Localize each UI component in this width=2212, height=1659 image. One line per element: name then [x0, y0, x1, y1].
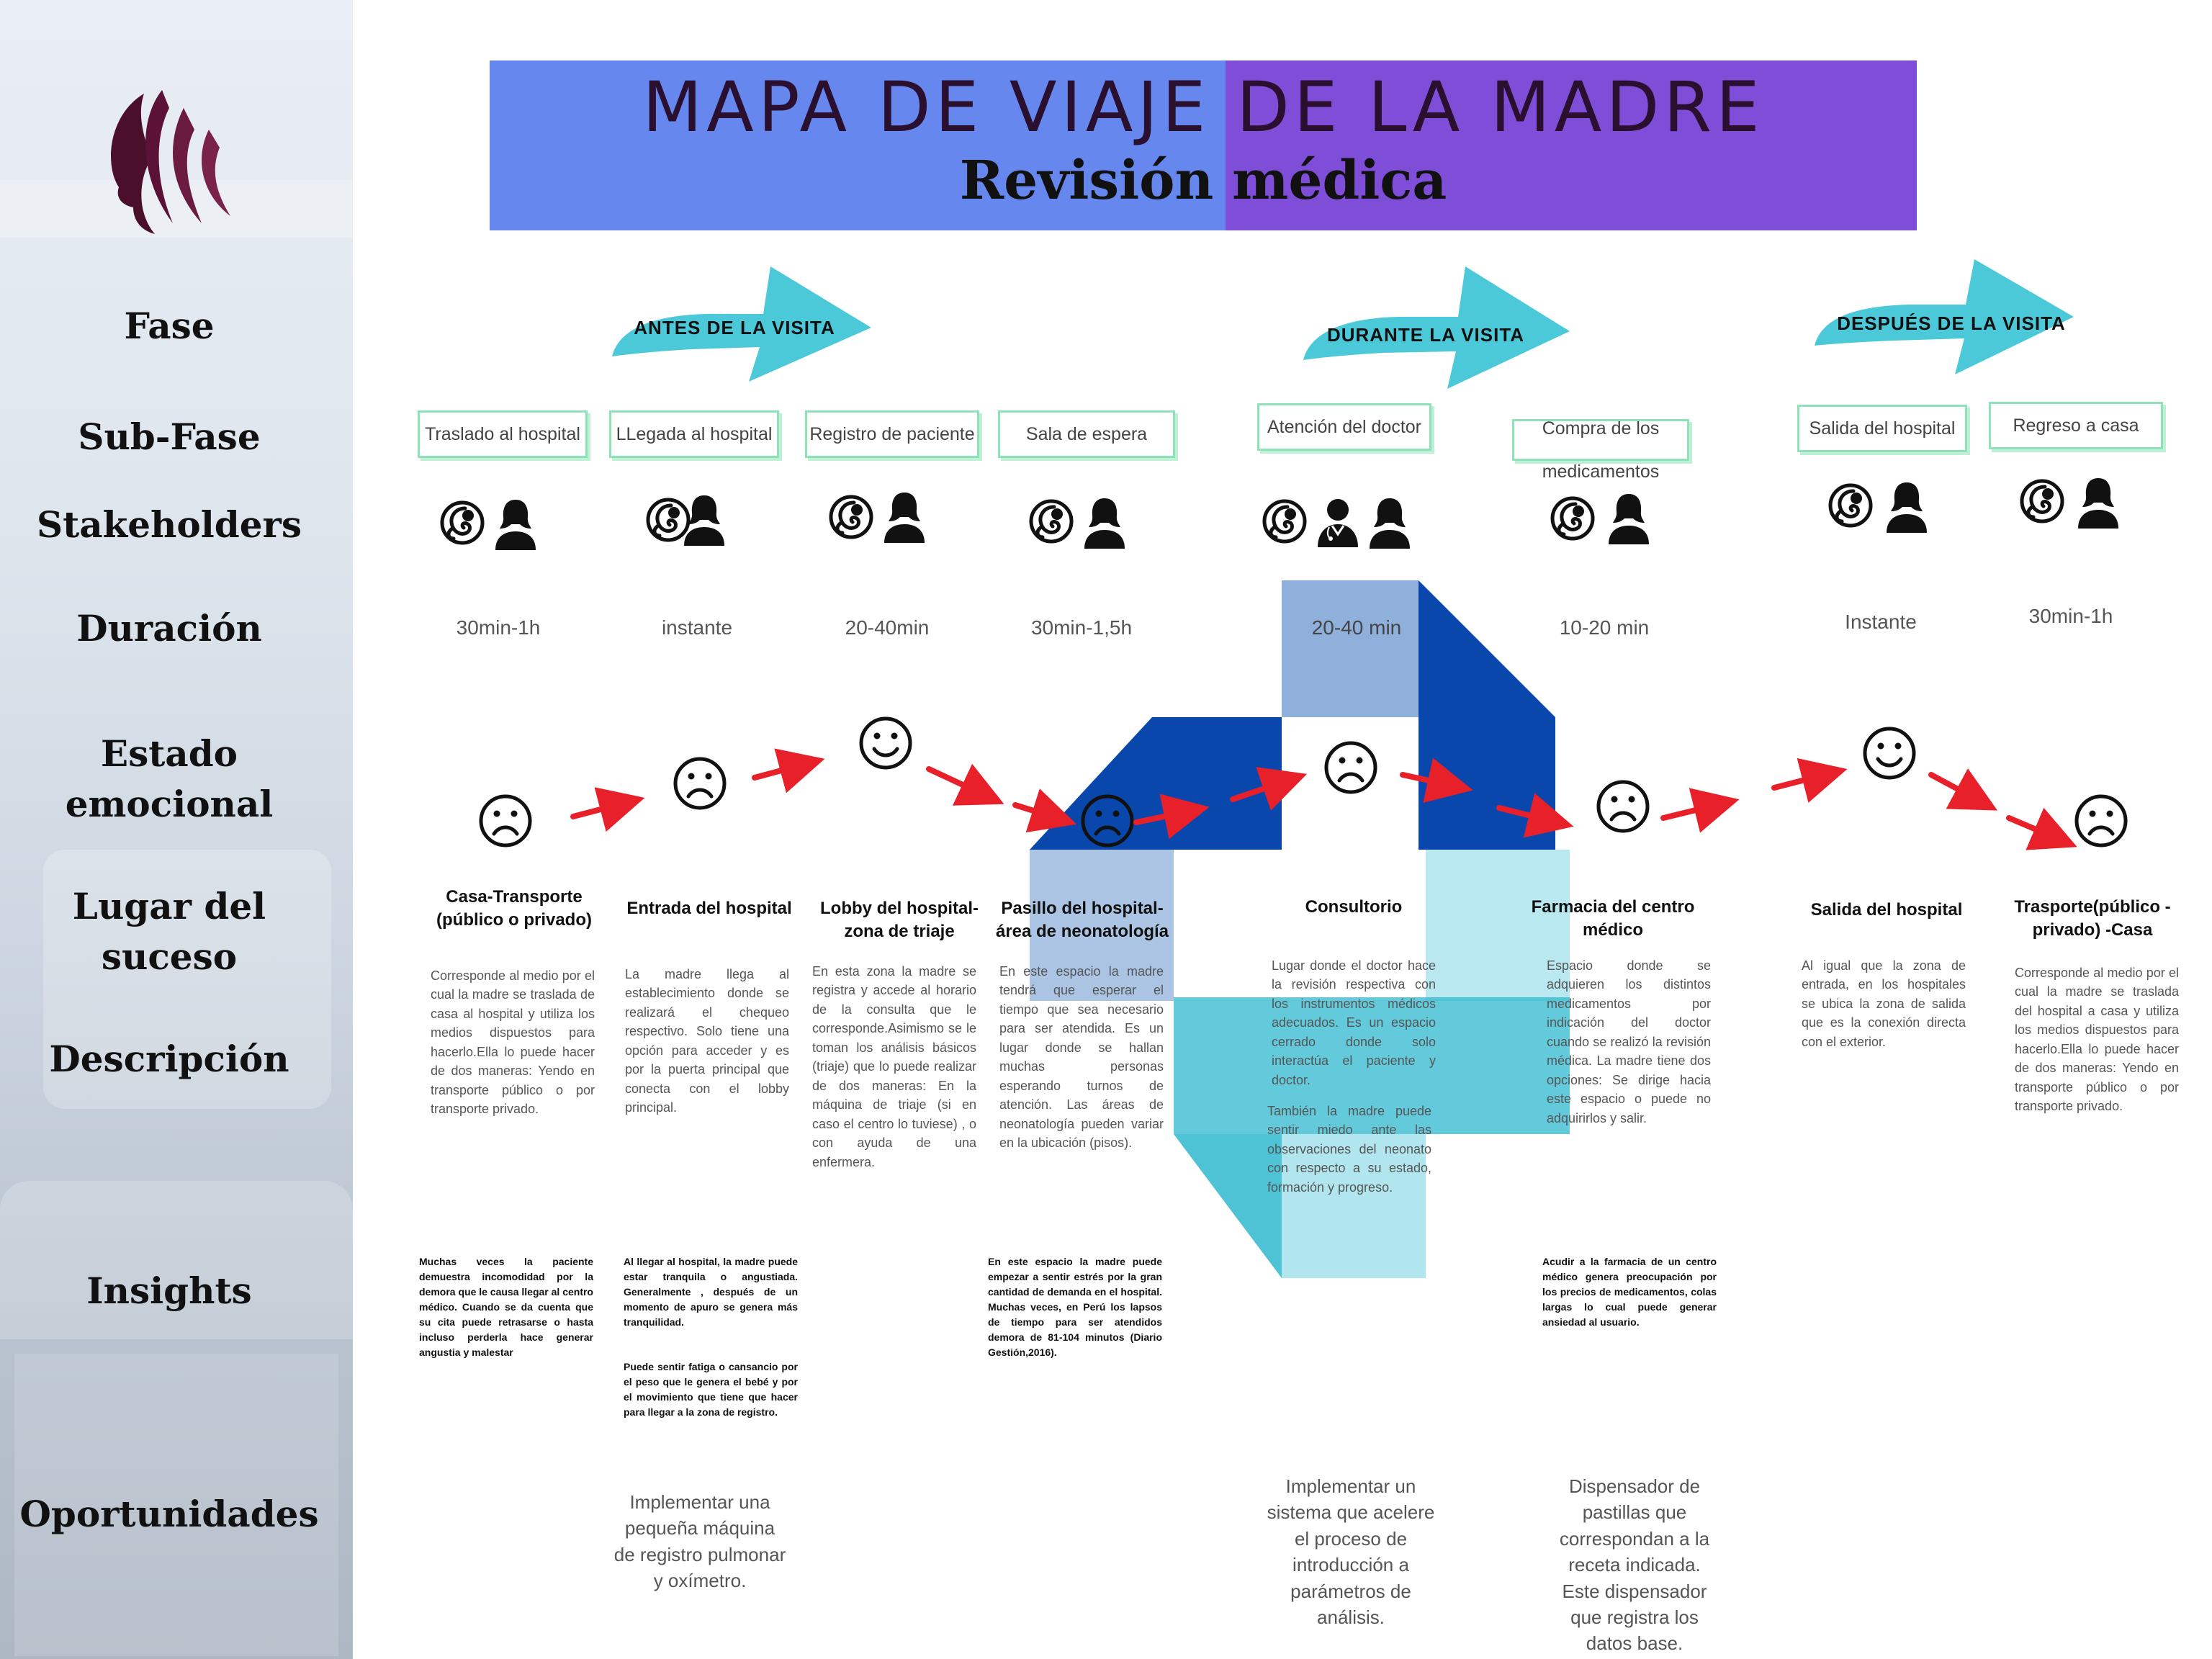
place-3: Lobby del hospital- zona de triaje — [820, 899, 979, 942]
description-3: En esta zona la madre se registra y accede al horario de la consulta que le corresponde.Asimismo se le toman los análisis básicos (triaje) que lo puede realizar de dos maneras: En la máquina de triaje (si en caso el centro lo tuviese) , o con ayuda de una enfermera. — [812, 964, 976, 1169]
row-label-subfase: Sub-Fase — [78, 415, 261, 458]
subphase-registro: Registro de paciente — [805, 410, 979, 458]
opportunity-2: Implementar un sistema que acelere el proceso de introducción a parámetros de análisis. — [1267, 1475, 1435, 1628]
duration-6: 10-20 min — [1559, 616, 1650, 639]
phase-label-despues: DESPUÉS DE LA VISITA — [1837, 313, 2066, 334]
place-7: Salida del hospital — [1810, 900, 1963, 920]
insight-2: Al llegar al hospital, la madre puede estar tranquila o angustiada. Generalmente , después de un momento de apuro se genera más tranquilidad. — [624, 1256, 798, 1328]
description-1: Corresponde al medio por el cual la madre se traslada de casa al hospital y utiliza los medios dispuestos para hacerlo.Ella lo puede hacer de dos maneras: Yendo en transporte público o por transporte privado. — [431, 968, 595, 1117]
opportunity-1: Implementar una pequeña máquina de registro pulmonar y oxímetro. — [613, 1491, 786, 1592]
row-label-estado-2: emocional — [65, 783, 274, 825]
subphase-llegada: LLegada al hospital — [609, 410, 779, 458]
description-5b: También la madre puede sentir miedo ante las observaciones del neonato con respecto a su estado, formación y progreso. — [1267, 1104, 1431, 1195]
page-subtitle: Revisión médica — [959, 150, 1447, 212]
row-label-oportunidades: Oportunidades — [19, 1493, 319, 1535]
phase-label-antes: ANTES DE LA VISITA — [634, 317, 835, 338]
insight-6: Acudir a la farmacia de un centro médico genera preocupación por los precios de medicamentos, colas largas lo cual puede generar ansiedad al usuario. — [1542, 1256, 1717, 1328]
opportunity-3: Dispensador de pastillas que correspondan a la receta indicada. Este dispensador que registra los datos base. — [1559, 1475, 1710, 1655]
description-7: Al igual que la zona de entrada, en los hospitales se ubica la zona de salida que es la conexión directa con el exterior. — [1802, 958, 1966, 1049]
place-5: Consultorio — [1305, 897, 1403, 917]
row-label-duracion: Duración — [76, 607, 262, 649]
insight-1: Muchas veces la paciente demuestra incomodidad por la demora que le causa llegar al centro médico. Cuando se da cuenta que su cita puede retrasarse o hasta incluso perderla hace generar angustia y malestar — [419, 1256, 593, 1358]
row-label-lugar: Lugar del suceso — [72, 885, 266, 978]
duration-4: 30min-1,5h — [1030, 616, 1133, 639]
subphase-salida: Salida del hospital — [1797, 405, 1967, 452]
page-title: MAPA DE VIAJE DE LA MADRE — [642, 67, 1764, 148]
insight-2b: Puede sentir fatiga o cansancio por el peso que le genera el bebé y por el movimiento que tiene que hacer para llegar a la zona de registro. — [624, 1361, 798, 1418]
description-2: La madre llega al establecimiento donde se realizará el chequeo respectivo. Solo tiene una opción para acceder y es por la puerta principal que conecta con el lobby principal. — [625, 967, 789, 1115]
phase-label-durante: DURANTE LA VISITA — [1326, 324, 1525, 346]
row-label-estado-1: Estado — [100, 732, 238, 775]
duration-3: 20-40min — [845, 616, 930, 639]
description-5: Lugar donde el doctor hace la revisión respectiva con los instrumentos médicos adecuados. Es un espacio cerrado donde solo interactúa el paciente y doctor. — [1272, 958, 1436, 1087]
duration-7: Instante — [1845, 611, 1917, 633]
row-label-descripcion: Descripción — [49, 1038, 289, 1080]
subphase-compra: Compra de los medicamentos — [1542, 418, 1660, 482]
duration-2: instante — [661, 616, 733, 639]
duration-8: 30min-1h — [2028, 605, 2113, 627]
insight-4: En este espacio la madre puede empezar a sentir estrés por la gran cantidad de demanda en el hospital. Muchas veces, en Perú los lapsos de tiempo para ser atendidos demora de 81-104 minutos (Diario Gestión,2016). — [988, 1256, 1162, 1358]
place-4: Pasillo del hospital- área de neonatología — [995, 899, 1169, 942]
description-6: Espacio donde se adquieren los distintos medicamentos por indicación del doctor cuando se realizó la revisión médica. La madre tiene dos opciones: Se dirige hacia este espacio o puede no adquirirlos y salir. — [1547, 958, 1711, 1125]
subphase-atencion: Atención del doctor — [1257, 403, 1431, 451]
subphase-traslado: Traslado al hospital — [418, 410, 588, 458]
description-4: En este espacio la madre tendrá que esperar el tiempo que sea necesario para ser atendida. Es un lugar donde se hallan muchas personas esperando turnos de atención. Las áreas de neonatología pueden variar en la ubicación (pisos). — [999, 964, 1164, 1151]
subphase-sala-espera: Sala de espera — [998, 410, 1175, 458]
place-2: Entrada del hospital — [626, 899, 792, 918]
place-8: Trasporte(público -privado) -Casa — [2014, 897, 2171, 940]
row-label-insights: Insights — [86, 1269, 252, 1312]
place-1: Casa-Transporte (público o privado) — [436, 887, 592, 930]
duration-1: 30min-1h — [456, 616, 541, 639]
duration-5: 20-40 min — [1311, 616, 1402, 639]
row-label-stakeholders: Stakeholders — [36, 503, 302, 546]
description-8: Corresponde al medio por el cual la madre se traslada del hospital a casa y utiliza los medios dispuestos para hacerlo.Ella lo puede hacer de dos maneras: Yendo en transporte público o por transporte privado. — [2015, 966, 2179, 1114]
place-6: Farmacia del centro médico — [1531, 897, 1695, 940]
row-label-fase: Fase — [124, 305, 215, 347]
subphase-regreso: Regreso a casa — [1989, 402, 2163, 449]
